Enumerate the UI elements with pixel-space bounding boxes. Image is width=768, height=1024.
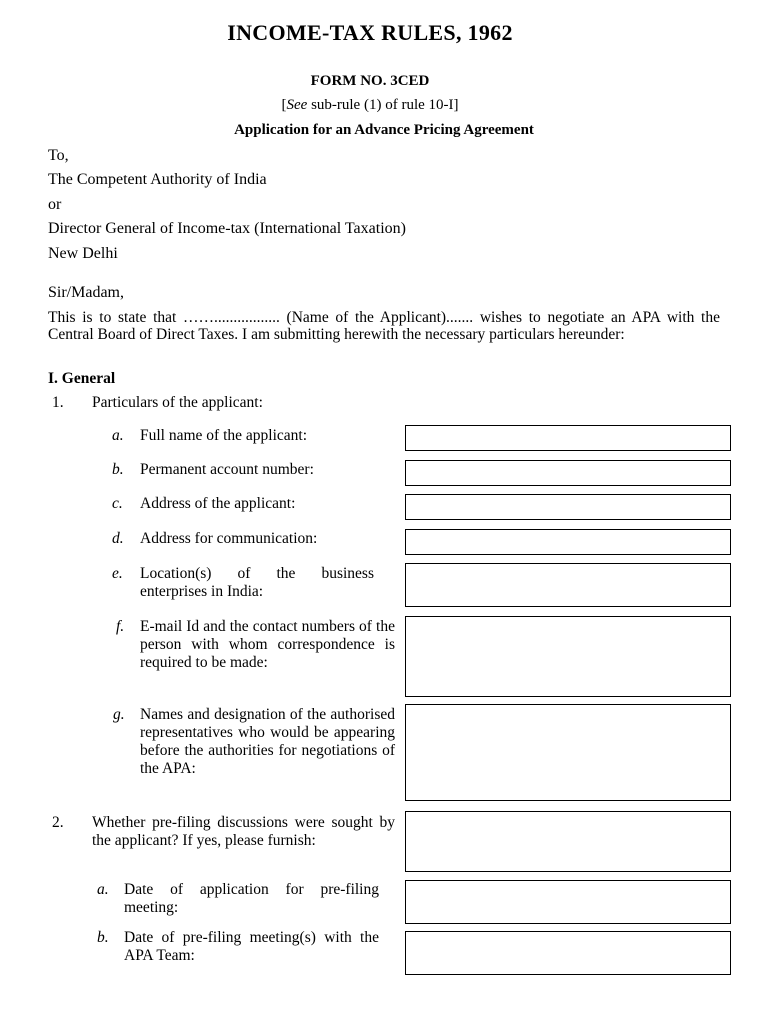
sub-rule-reference: [See sub-rule (1) of rule 10-I] <box>281 97 459 113</box>
address-to: To, <box>48 147 69 164</box>
q1g-letter: g. <box>113 706 125 723</box>
full-name-field[interactable] <box>405 425 731 451</box>
q1a-label: Full name of the applicant: <box>140 427 308 444</box>
address-city: New Delhi <box>48 245 118 262</box>
salutation: Sir/Madam, <box>48 284 124 301</box>
document-title: INCOME-TAX RULES, 1962 <box>227 20 513 45</box>
q2-text: Whether pre-filing discussions were sought by the applicant? If yes, please furnish: <box>92 814 395 849</box>
q2-number: 2. <box>52 814 64 831</box>
address-director: Director General of Income-tax (International Taxation) <box>48 220 406 237</box>
q2b-label: Date of pre-filing meeting(s) with the APA Team: <box>124 929 379 964</box>
application-title: Application for an Advance Pricing Agreement <box>234 122 534 138</box>
pan-field[interactable] <box>405 460 731 486</box>
q2a-letter: a. <box>97 881 109 898</box>
q2b-letter: b. <box>97 929 109 946</box>
pre-filing-meeting-date-field[interactable] <box>405 931 731 975</box>
form-number: FORM NO. 3CED <box>310 73 430 89</box>
address-authority: The Competent Authority of India <box>48 171 267 188</box>
q1-text: Particulars of the applicant: <box>92 394 263 411</box>
communication-address-field[interactable] <box>405 529 731 555</box>
q1b-label: Permanent account number: <box>140 461 314 478</box>
q1g-label: Names and designation of the authorised representatives who would be appearing before the authorities for negotiations of the APA: <box>140 706 395 777</box>
q1f-letter: f. <box>116 618 125 635</box>
business-location-field[interactable] <box>405 563 731 607</box>
address-or: or <box>48 196 62 213</box>
q1-number: 1. <box>52 394 64 411</box>
q1d-letter: d. <box>112 530 124 547</box>
section-heading-general: I. General <box>48 370 116 387</box>
intro-paragraph: This is to state that ……................. (Name of the Applicant)....... wishes to negotiate an APA with the Central Board of Direct Taxes. I am submitting herewith the necessary particulars hereunder: <box>48 309 720 343</box>
q1f-label: E-mail Id and the contact numbers of the person with whom correspondence is required to be made: <box>140 618 395 671</box>
q1a-letter: a. <box>112 427 124 444</box>
q1c-label: Address of the applicant: <box>140 495 296 512</box>
q1d-label: Address for communication: <box>140 530 318 547</box>
applicant-address-field[interactable] <box>405 494 731 520</box>
q1c-letter: c. <box>112 495 123 512</box>
authorised-representatives-field[interactable] <box>405 704 731 801</box>
pre-filing-application-date-field[interactable] <box>405 880 731 924</box>
q1e-label: Location(s) of the business enterprises in India: <box>140 565 374 600</box>
q1b-letter: b. <box>112 461 124 478</box>
pre-filing-discussions-field[interactable] <box>405 811 731 872</box>
q1e-letter: e. <box>112 565 123 582</box>
q2a-label: Date of application for pre-filing meeting: <box>124 881 379 916</box>
contact-details-field[interactable] <box>405 616 731 697</box>
